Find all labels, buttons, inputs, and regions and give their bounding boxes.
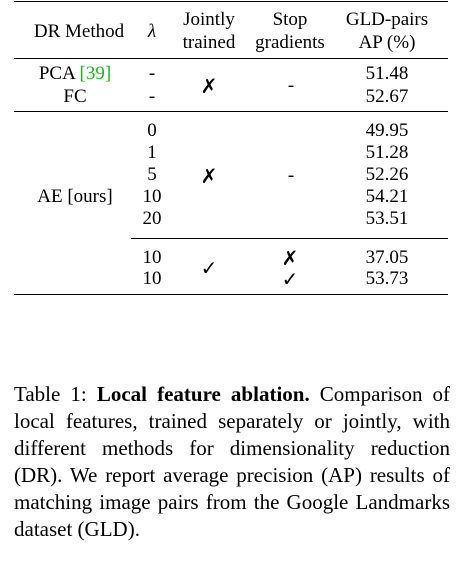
- ap-cell: 54.21: [365, 186, 409, 207]
- ap-cell: 51.28: [365, 142, 409, 163]
- method-ae-ours: AE [ours]: [37, 186, 113, 207]
- table-bottom-rule: [14, 294, 448, 295]
- header-stop-line2: gradients: [255, 32, 325, 53]
- lambda-cell: -: [148, 86, 156, 107]
- caption-title: Local feature ablation.: [96, 382, 310, 406]
- stop-gradient-cell: -: [287, 75, 295, 96]
- citation-39[interactable]: [39]: [79, 63, 112, 84]
- group-rule: [14, 111, 448, 112]
- method-pca-label: PCA: [38, 63, 75, 84]
- caption-label: Table 1:: [14, 382, 87, 406]
- lambda-cell: 5: [147, 164, 157, 185]
- lambda-cell: 0: [147, 120, 157, 141]
- lambda-cell: 20: [142, 208, 162, 229]
- partial-rule: [131, 238, 448, 239]
- table-top-rule: [14, 1, 448, 2]
- cross-mark-icon: ✗: [200, 164, 218, 188]
- check-mark-icon: ✓: [281, 267, 299, 291]
- lambda-cell: 10: [142, 186, 162, 207]
- caption-body: Comparison of local features, trained separately or jointly, with different methods for dimensionality reduction (DR). We report average precision (AP) results of matching image pairs from the Google Landmarks dataset (GLD).: [14, 382, 451, 541]
- check-mark-icon: ✓: [200, 256, 218, 280]
- stop-gradient-cell: -: [287, 165, 295, 186]
- ap-cell: 53.73: [365, 268, 409, 289]
- lambda-cell: -: [148, 63, 156, 84]
- cross-mark-icon: ✗: [281, 246, 299, 270]
- ap-cell: 49.95: [365, 120, 409, 141]
- ap-cell: 53.51: [365, 208, 409, 229]
- ap-cell: 37.05: [365, 247, 409, 268]
- lambda-cell: 1: [147, 142, 157, 163]
- lambda-cell: 10: [142, 268, 162, 289]
- header-ap-line1: GLD-pairs: [345, 9, 429, 30]
- lambda-cell: 10: [142, 247, 162, 268]
- header-jointly-line1: Jointly: [183, 9, 235, 30]
- method-pca: [39, 64, 111, 84]
- header-rule: [14, 58, 448, 59]
- header-dr-method: DR Method: [33, 21, 125, 42]
- ap-cell: 51.48: [365, 63, 409, 84]
- table-caption: [14, 381, 450, 543]
- ap-cell: 52.26: [365, 164, 409, 185]
- header-jointly-line2: trained: [182, 32, 236, 53]
- header-stop-line1: Stop: [272, 9, 308, 30]
- header-lambda: λ: [147, 21, 157, 42]
- ap-cell: 52.67: [365, 86, 409, 107]
- cross-mark-icon: ✗: [200, 74, 218, 98]
- method-fc: FC: [63, 86, 87, 107]
- header-ap-line2: AP (%): [358, 32, 416, 53]
